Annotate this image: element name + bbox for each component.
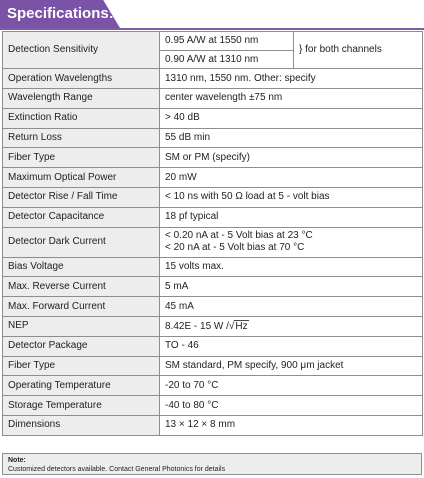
table-row	[3, 396, 423, 416]
param-label: Fiber Type	[3, 356, 160, 376]
square-root-symbol: √	[228, 320, 235, 332]
param-label: Detector Rise / Fall Time	[3, 187, 160, 207]
param-value: -40 to 80 °C	[160, 396, 423, 416]
notes-text: Customized detectors available. Contact General Photonics for details	[8, 466, 226, 473]
param-label: Detector Package	[3, 336, 160, 356]
table-row	[3, 207, 423, 227]
param-value: 5 mA	[160, 277, 423, 297]
spec-table	[2, 31, 423, 436]
param-value: -20 to 70 °C	[160, 376, 423, 396]
table-row	[3, 108, 423, 128]
param-value	[160, 316, 423, 336]
param-label: Fiber Type	[3, 148, 160, 168]
param-label: Detector Dark Current	[3, 227, 160, 257]
param-label: Extinction Ratio	[3, 108, 160, 128]
param-value: SM standard, PM specify, 900 μm jacket	[160, 356, 423, 376]
param-value: < 10 ns with 50 Ω load at 5 - volt bias	[160, 187, 423, 207]
param-label: Dimensions	[3, 415, 160, 435]
param-label: Wavelength Range	[3, 88, 160, 108]
param-value	[160, 227, 423, 257]
param-label: Detection Sensitivity	[3, 32, 160, 69]
param-value: TO - 46	[160, 336, 423, 356]
section-header	[0, 0, 424, 30]
param-label: Storage Temperature	[3, 396, 160, 416]
param-value: 20 mW	[160, 168, 423, 188]
param-label: Bias Voltage	[3, 257, 160, 277]
table-row	[3, 415, 423, 435]
param-value: 18 pf typical	[160, 207, 423, 227]
table-row	[3, 297, 423, 317]
nep-root-content: Hz	[235, 320, 248, 332]
sensitivity-value-1310: 0.90 A/W at 1310 nm	[165, 53, 259, 65]
section-title: Specifications:	[7, 5, 114, 22]
notes-box	[2, 453, 422, 475]
dark-current-line-23c: < 0.20 nA at - 5 Volt bias at 23 °C	[165, 230, 313, 242]
channels-note: } for both channels	[294, 32, 423, 69]
table-row	[3, 227, 423, 257]
param-label: Max. Reverse Current	[3, 277, 160, 297]
param-value: 13 × 12 × 8 mm	[160, 415, 423, 435]
notes-label: Note:	[8, 457, 26, 464]
table-row	[3, 128, 423, 148]
table-row	[3, 336, 423, 356]
table-row	[3, 316, 423, 336]
table-row	[3, 356, 423, 376]
table-row	[3, 257, 423, 277]
param-value: > 40 dB	[160, 108, 423, 128]
table-row	[3, 148, 423, 168]
param-label: Return Loss	[3, 128, 160, 148]
sensitivity-value-1550: 0.95 A/W at 1550 nm	[160, 32, 293, 51]
table-row	[3, 277, 423, 297]
param-label: Operation Wavelengths	[3, 69, 160, 89]
param-label: NEP	[3, 316, 160, 336]
param-label: Operating Temperature	[3, 376, 160, 396]
table-row	[3, 88, 423, 108]
param-value: 55 dB min	[160, 128, 423, 148]
param-value: SM or PM (specify)	[160, 148, 423, 168]
table-row	[3, 168, 423, 188]
table-row	[3, 187, 423, 207]
param-value	[160, 32, 294, 69]
param-value: 1310 nm, 1550 nm. Other: specify	[160, 69, 423, 89]
table-row	[3, 32, 423, 69]
nep-value: 8.42E - 15 W /	[165, 320, 229, 332]
table-row	[3, 376, 423, 396]
param-label: Maximum Optical Power	[3, 168, 160, 188]
param-value: center wavelength ±75 nm	[160, 88, 423, 108]
param-value: 15 volts max.	[160, 257, 423, 277]
param-value: 45 mA	[160, 297, 423, 317]
param-label: Detector Capacitance	[3, 207, 160, 227]
dark-current-line-70c: < 20 nA at - 5 Volt bias at 70 °C	[165, 242, 305, 254]
param-label: Max. Forward Current	[3, 297, 160, 317]
table-row	[3, 69, 423, 89]
